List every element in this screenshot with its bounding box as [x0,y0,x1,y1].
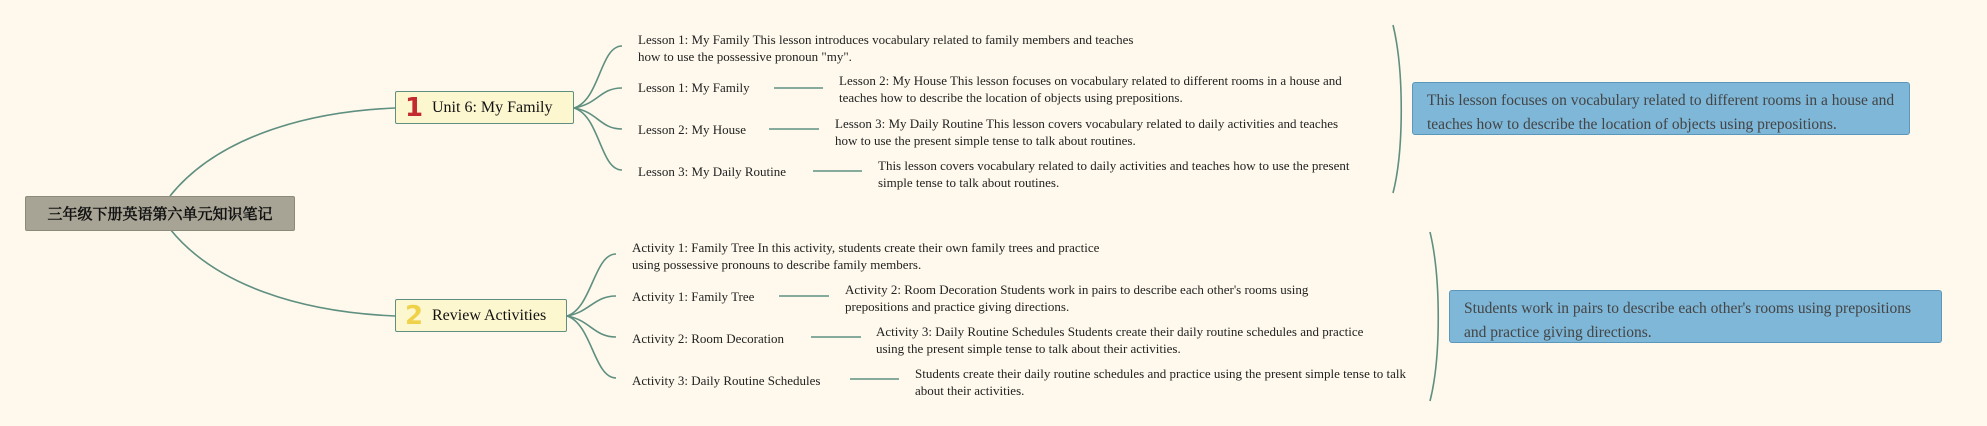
lesson3-topic[interactable]: Lesson 3: My Daily Routine [638,164,787,179]
unit6-intro: Lesson 1: My Family This lesson introduces vocabulary related to family members and teaches how to use the possessive pronoun "my". [638,32,1134,64]
link-unit6-lesson3 [574,108,622,170]
summary-bracket-unit6 [1393,25,1401,193]
lesson1-topic[interactable]: Lesson 1: My Family [638,80,750,95]
number-2-icon: 2 [404,300,424,331]
branch-title: Unit 6: My Family [432,98,553,116]
lesson2-description: Lesson 3: My Daily Routine This lesson covers vocabulary related to daily activities and teaches how to use the present simple tense to talk about routines. [835,116,1339,148]
activity2-topic[interactable]: Activity 2: Room Decoration [632,331,785,346]
link-review-activity3 [567,316,616,378]
root-topic[interactable] [25,196,295,231]
branch-title: Review Activities [432,306,547,324]
number-1-icon: 1 [404,92,424,123]
activity3-topic[interactable]: Activity 3: Daily Routine Schedules [632,373,821,388]
branch-review-activities[interactable] [395,299,567,332]
activity3-description: Students create their daily routine schedules and practice using the present simple tense to talk about their activities. [915,366,1406,398]
root-title: 三年级下册英语第六单元知识笔记 [47,205,273,223]
lesson2-topic[interactable]: Lesson 2: My House [638,122,746,137]
link-unit6-intro [574,46,622,108]
branch-unit6[interactable] [395,91,574,124]
review-intro: Activity 1: Family Tree In this activity, students create their own family trees and practice using possessive pronouns to describe family members. [632,240,1100,272]
link-review-activity1 [567,296,616,316]
summary-bracket-review [1430,232,1438,401]
activity2-description: Activity 3: Daily Routine Schedules Students create their daily routine schedules and practice using the present simple tense to talk about their activities. [876,324,1364,356]
link-review-intro [567,254,616,316]
lesson3-description: This lesson covers vocabulary related to daily activities and teaches how to use the present simple tense to talk about routines. [878,158,1350,190]
link-root-review [170,229,395,316]
lesson1-description: Lesson 2: My House This lesson focuses on vocabulary related to different rooms in a house and teaches how to describe the location of objects using prepositions. [839,73,1342,105]
activity1-topic[interactable]: Activity 1: Family Tree [632,289,755,304]
review-summary-note[interactable]: Students work in pairs to describe each other's rooms using prepositions and practice giving directions. [1449,290,1942,343]
link-root-unit6 [170,108,395,196]
unit6-summary-note[interactable]: This lesson focuses on vocabulary related to different rooms in a house and teaches how to describe the location of objects using prepositions. [1412,82,1910,135]
activity1-description: Activity 2: Room Decoration Students work in pairs to describe each other's rooms using prepositions and practice giving directions. [845,282,1309,314]
